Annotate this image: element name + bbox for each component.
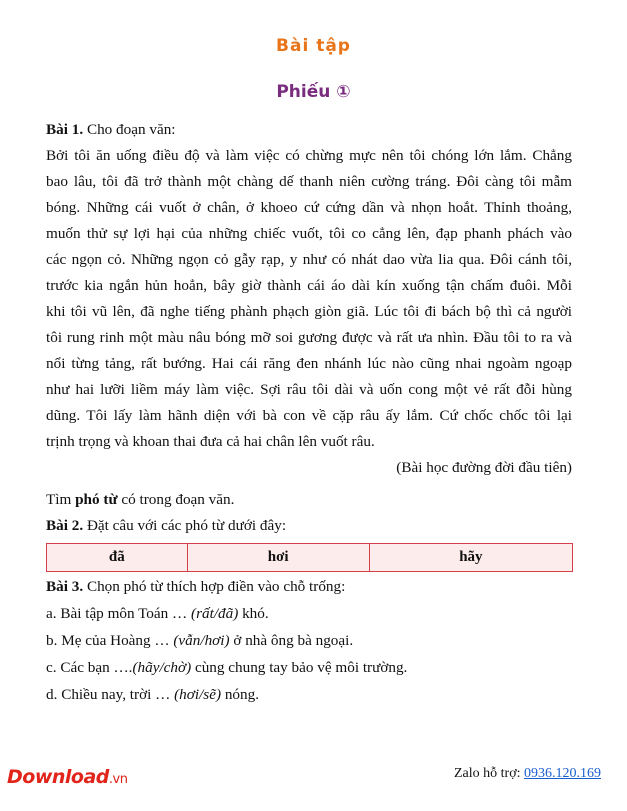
logo-main-text: Download xyxy=(7,766,109,788)
bai2-heading xyxy=(46,513,572,539)
exercise-item xyxy=(46,600,572,627)
exercise-options: (rất/đã) xyxy=(191,605,239,622)
adverb-cell: hơi xyxy=(187,544,369,572)
bai1-task-keyword: phó từ xyxy=(75,491,118,508)
passage-line: như hai lưỡi liềm máy làm việc. Sợi râu tôi dài và uốn cong một vẻ rất đỗi hùng xyxy=(46,381,572,398)
bai1-passage xyxy=(46,143,572,455)
worksheet-content xyxy=(46,117,572,708)
adverb-table xyxy=(46,543,573,572)
exercise-text: ở nhà ông bà ngoại. xyxy=(229,632,354,649)
passage-line: các ngọn cỏ. Những ngọn cỏ gẫy rạp, y như có nhát dao vừa lia qua. Đôi cánh tôi, xyxy=(46,251,572,268)
bai1-label: Bài 1. xyxy=(46,121,84,138)
exercise-text: a. Bài tập môn Toán … xyxy=(46,605,192,622)
exercise-item xyxy=(46,627,572,654)
passage-line: bóng. Những cái vuốt ở chân, ở khoeo cứ cứng dần và nhọn hoắt. Thỉnh thoảng, xyxy=(46,199,572,216)
support-label: Zalo hỗ trợ: xyxy=(454,766,524,781)
passage-line: tôi rung rinh một màu nâu bóng mỡ soi gương được và rất ưa nhìn. Đầu tôi to ra và xyxy=(46,329,572,346)
bai3-text: Chọn phó từ thích hợp điền vào chỗ trống: xyxy=(83,578,346,595)
passage-line: trước kia ngắn hủn hoẳn, bây giờ thành cái áo dài kín xuống tận chấm đuôi. Mỗi xyxy=(46,277,572,294)
bai1-intro: Cho đoạn văn: xyxy=(83,121,176,138)
passage-line: dũng. Tôi lấy làm hãnh diện với bà con về cặp râu ấy lắm. Cứ chốc chốc tôi lại xyxy=(46,407,572,424)
passage-line: khi tôi vũ lên, đã nghe tiếng phành phạch giòn giã. Lúc tôi đi bách bộ thì cả người xyxy=(46,303,572,320)
passage-line: nổi từng tảng, rất bướng. Hai cái răng đen nhánh lúc nào cũng nhai ngoàm ngoạp xyxy=(46,355,572,372)
support-phone-link[interactable]: 0936.120.169 xyxy=(524,766,601,781)
exercise-options: (hơi/sẽ) xyxy=(174,686,222,703)
adverb-cell: đã xyxy=(47,544,188,572)
passage-line: Bởi tôi ăn uống điều độ và làm việc có chừng mực nên tôi chóng lớn lắm. Chẳng xyxy=(46,147,572,164)
page-title: Bài tập xyxy=(276,36,351,56)
exercise-text: khó. xyxy=(238,605,269,622)
exercise-options: (hãy/chờ) xyxy=(132,659,192,676)
bai3-heading xyxy=(46,574,572,600)
bai1-task xyxy=(46,487,572,513)
worksheet-subtitle: Phiếu ① xyxy=(276,82,351,102)
support-contact xyxy=(454,766,601,782)
exercise-text: nóng. xyxy=(221,686,259,703)
bai1-heading xyxy=(46,117,572,143)
bai2-text: Đặt câu với các phó từ dưới đây: xyxy=(83,517,287,534)
bai1-task-pre: Tìm xyxy=(46,491,76,508)
logo-suffix-text: .vn xyxy=(108,772,128,787)
exercise-text: c. Các bạn …. xyxy=(46,659,133,676)
bai1-task-post: có trong đoạn văn. xyxy=(117,491,235,508)
exercise-item xyxy=(46,654,572,681)
table-row xyxy=(47,544,573,572)
passage-source: (Bài học đường đời đầu tiên) xyxy=(396,459,572,476)
bai2-label: Bài 2. xyxy=(46,517,84,534)
passage-line: trịnh trọng và khoan thai đưa cả hai chân lên vuốt râu. xyxy=(46,433,375,450)
exercise-text: cùng chung tay bảo vệ môi trường. xyxy=(191,659,408,676)
exercise-item xyxy=(46,681,572,708)
exercise-text: d. Chiều nay, trời … xyxy=(46,686,175,703)
exercise-text: b. Mẹ của Hoàng … xyxy=(46,632,174,649)
download-logo[interactable] xyxy=(7,766,127,788)
passage-line: bao lâu, tôi đã trở thành một chàng dế thanh niên cường tráng. Đôi càng tôi mẫm xyxy=(46,173,572,190)
passage-line: muốn thử sự lợi hại của những chiếc vuốt, tôi co cẳng lên, đạp phanh phách vào xyxy=(46,225,572,242)
bai3-label: Bài 3. xyxy=(46,578,84,595)
adverb-cell: hãy xyxy=(369,544,572,572)
exercise-options: (vẫn/hơi) xyxy=(173,632,230,649)
